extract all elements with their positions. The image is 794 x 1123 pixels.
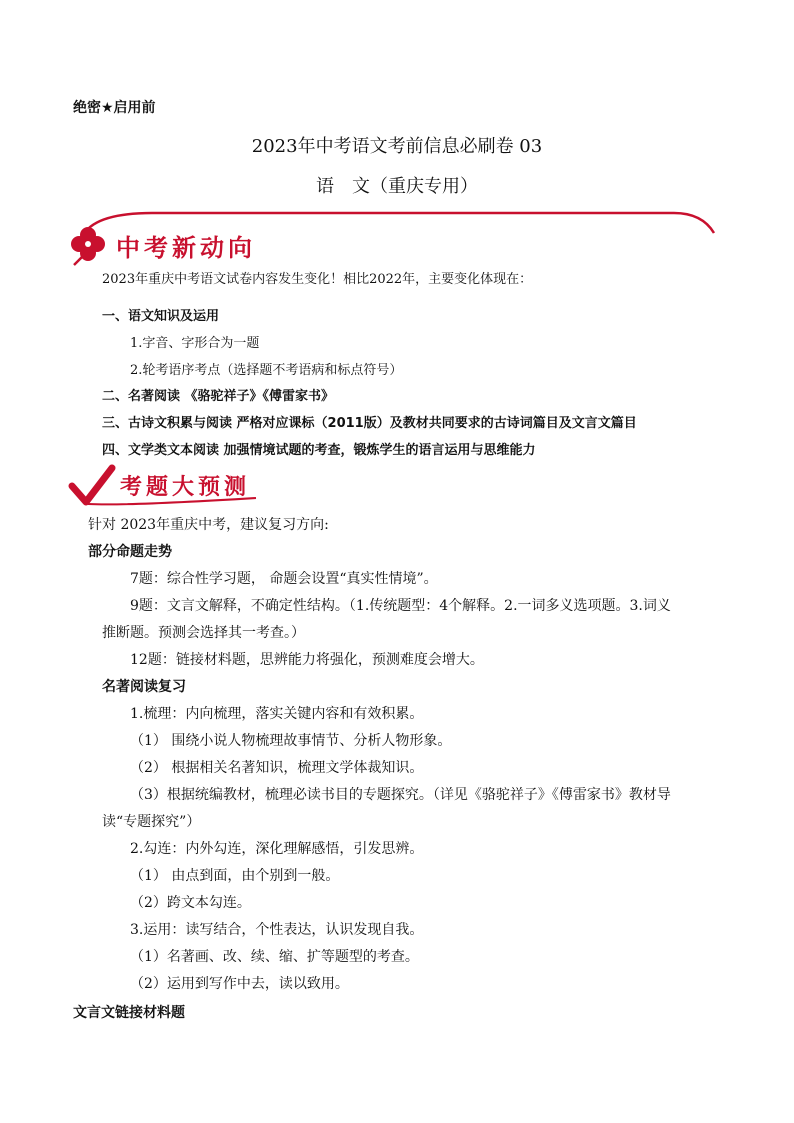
list-item: 二、名著阅读 《骆驼祥子》《傅雷家书》: [102, 389, 335, 404]
paragraph: （2）运用到写作中去，读以致用。: [130, 976, 349, 992]
paragraph: 3.运用：读写结合，个性表达，认识发现自我。: [130, 922, 424, 938]
paragraph: （3）根据统编教材，梳理必读书目的专题探究。（详见《骆驼祥子》《傅雷家书》教材导: [130, 787, 671, 803]
section1-intro: 2023年重庆中考语文试卷内容发生变化！相比2022年，主要变化体现在：: [102, 272, 533, 287]
paragraph: （2） 根据相关名著知识，梳理文学体裁知识。: [130, 760, 424, 776]
paragraph: 12题：链接材料题，思辨能力将强化，预测难度会增大。: [130, 652, 484, 668]
paragraph: 读“专题探究”）: [102, 814, 201, 830]
section-heading-1: 中考新动向: [116, 234, 256, 262]
paragraph: 9题：文言文解释，不确定性结构。（1.传统题型：4个解释。2.一词多义选项题。3.词义: [130, 598, 671, 614]
page-subtitle: 语 文（重庆专用）: [316, 176, 478, 197]
paragraph: 推断题。预测会选择其一考查。）: [102, 625, 305, 641]
section-heading-2: 考题大预测: [120, 475, 251, 500]
list-item: 2.轮考语序考点（选择题不考语病和标点符号）: [130, 363, 403, 378]
section2-intro: 针对 2023年重庆中考，建议复习方向:: [88, 517, 329, 533]
subheading: 文言文链接材料题: [73, 1005, 185, 1021]
secret-label: 绝密★启用前: [73, 100, 156, 116]
paragraph: （1） 围绕小说人物梳理故事情节、分析人物形象。: [130, 733, 452, 749]
paragraph: 7题：综合性学习题， 命题会设置“真实性情境”。: [130, 571, 438, 587]
subheading: 部分命题走势: [88, 544, 172, 560]
list-item: 三、古诗文积累与阅读 严格对应课标（2011版）及教材共同要求的古诗词篇目及文言文篇目: [102, 416, 637, 431]
paragraph: （1） 由点到面，由个别到一般。: [130, 868, 340, 884]
page-title: 2023年中考语文考前信息必刷卷 03: [251, 136, 543, 157]
subheading: 名著阅读复习: [102, 679, 186, 695]
list-item: 四、文学类文本阅读 加强情境试题的考查，锻炼学生的语言运用与思维能力: [102, 443, 536, 458]
paragraph: （1）名著画、改、续、缩、扩等题型的考查。: [130, 949, 419, 965]
paragraph: 1.梳理：内向梳理，落实关键内容和有效积累。: [130, 706, 424, 722]
list-item: 1.字音、字形合为一题: [130, 336, 260, 351]
checkmark-icon: [72, 468, 112, 502]
paragraph: 2.勾连：内外勾连，深化理解感悟，引发思辨。: [130, 841, 424, 857]
list-item: 一、语文知识及运用: [102, 309, 220, 324]
paragraph: （2）跨文本勾连。: [130, 895, 251, 911]
